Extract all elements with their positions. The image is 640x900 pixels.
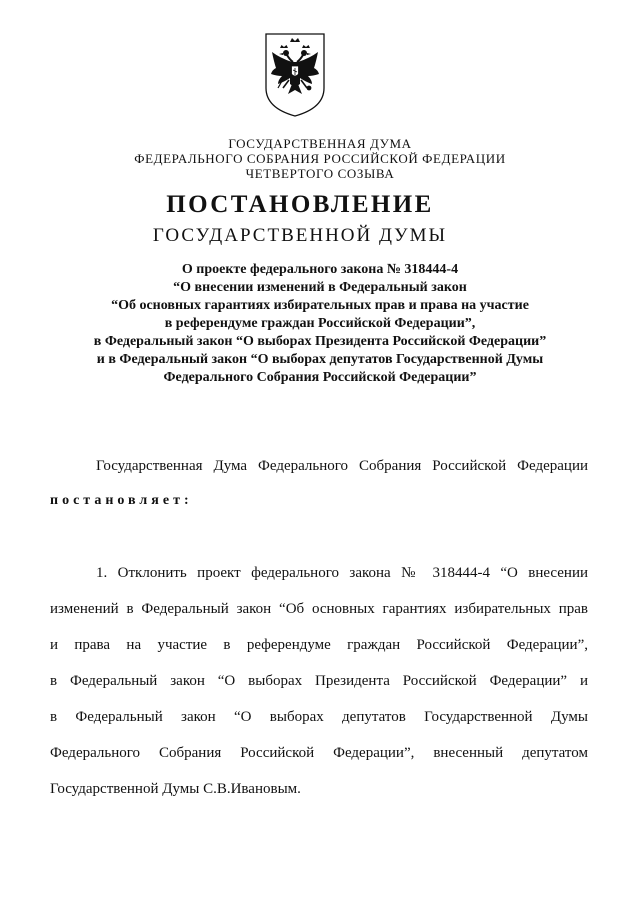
header-line-1: ГОСУДАРСТВЕННАЯ ДУМА — [228, 136, 412, 151]
item-line: в Федеральный закон “О выборах Президента Российской Федерации” и — [50, 673, 588, 689]
issuing-body-header — [0, 136, 640, 181]
resolution-item-1 — [50, 555, 588, 807]
item-line: изменений в Федеральный закон “Об основных гарантиях избирательных прав — [50, 601, 588, 617]
item-line: Федерального Собрания Российской Федерации”, внесенный депутатом — [50, 745, 588, 761]
header-line-3: ЧЕТВЕРТОГО СОЗЫВА — [245, 166, 395, 181]
item-line: 1. Отклонить проект федерального закона № 318444-4 “О внесении — [96, 565, 588, 581]
item-line: Государственной Думы С.В.Ивановым. — [50, 781, 301, 797]
preamble-paragraph — [50, 448, 588, 484]
header-line-2: ФЕДЕРАЛЬНОГО СОБРАНИЯ РОССИЙСКОЙ ФЕДЕРАЦИИ — [134, 151, 506, 166]
resolution-subject — [40, 261, 600, 387]
subject-line: в Федеральный закон “О выборах Президента Российской Федерации” — [93, 334, 547, 349]
document-issuer-title: ГОСУДАРСТВЕННОЙ ДУМЫ — [152, 225, 448, 246]
preamble-text: Государственная Дума Федерального Собрания Российской Федерации — [96, 458, 588, 474]
item-line: в Федеральный закон “О выборах депутатов Государственной Думы — [50, 709, 588, 725]
subject-line: “Об основных гарантиях избирательных прав и права на участие — [111, 298, 529, 313]
document-type-title: ПОСТАНОВЛЕНИЕ — [166, 191, 434, 218]
coat-of-arms-icon — [262, 32, 328, 118]
subject-line: в референдуме граждан Российской Федерации”, — [164, 316, 476, 331]
subject-line: и в Федеральный закон “О выборах депутатов Государственной Думы — [96, 352, 544, 367]
subject-line: Федерального Собрания Российской Федерации” — [163, 370, 477, 385]
item-line: и права на участие в референдуме граждан Российской Федерации”, — [50, 637, 588, 653]
decides-label: постановляет: — [50, 493, 193, 508]
subject-line: О проекте федерального закона № 318444-4 — [181, 262, 459, 277]
subject-line: “О внесении изменений в Федеральный закон — [173, 280, 467, 295]
